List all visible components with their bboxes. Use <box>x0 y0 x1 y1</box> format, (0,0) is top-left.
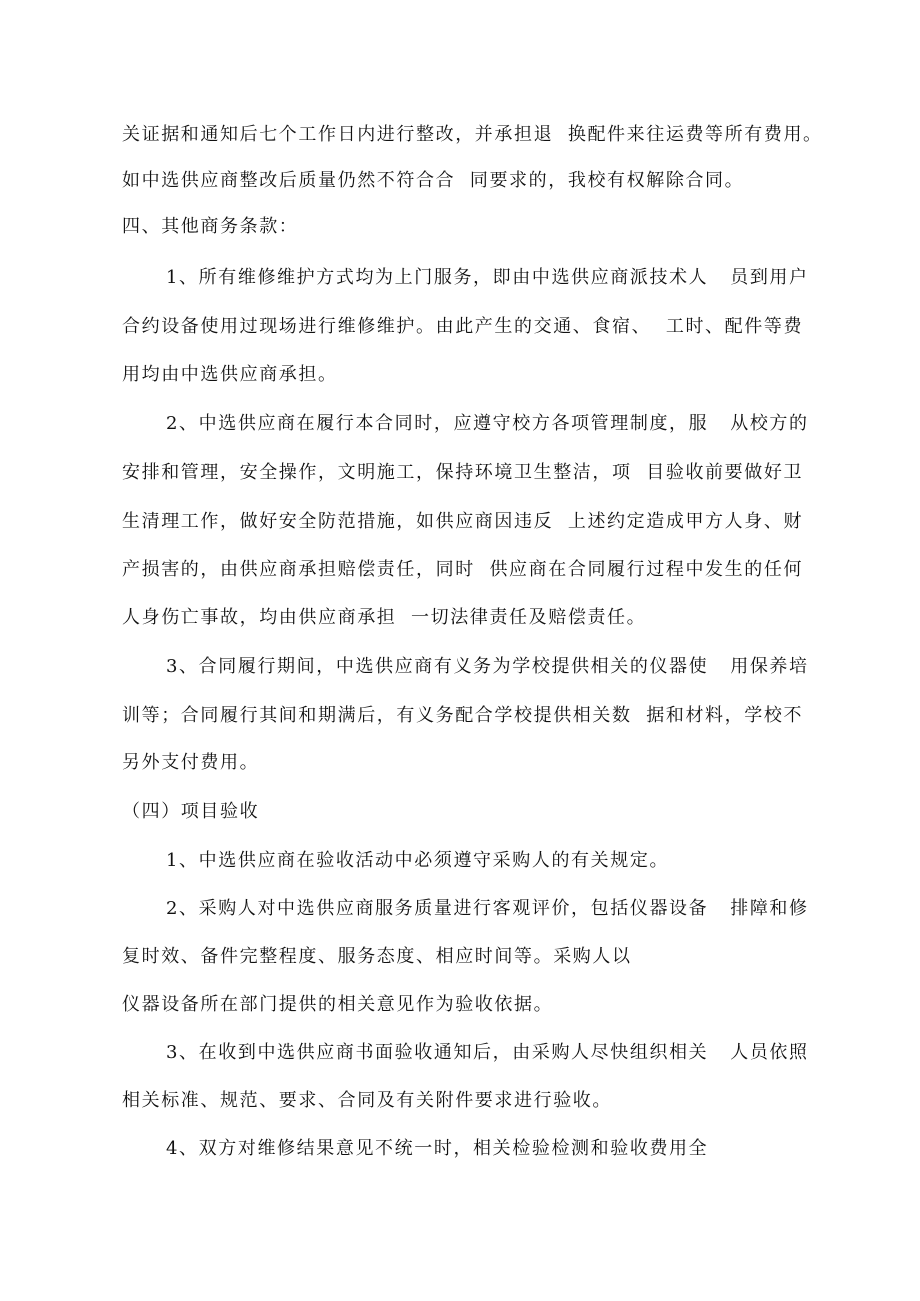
section-heading: 四、其他商务条款： <box>122 216 299 237</box>
text-line: 复时效、备件完整程度、服务态度、相应时间等。采购人以 <box>122 946 632 967</box>
text-line: 安排和管理，安全操作，文明施工，保持环境卫生整洁，项 目验收前要做好卫 <box>122 462 804 483</box>
text-line: 相关标准、规范、要求、合同及有关附件要求进行验收。 <box>122 1090 612 1111</box>
text-line: 关证据和通知后七个工作日内进行整改，并承担退 换配件来往运费等所有费用。 <box>122 124 823 145</box>
text-line: 人身伤亡事故，均由供应商承担 一切法律责任及赔偿责任。 <box>122 607 647 628</box>
text-line: 另外支付费用。 <box>122 752 260 773</box>
section-heading: （四）项目验收 <box>122 801 260 822</box>
text-line: 3、在收到中选供应商书面验收通知后，由采购人尽快组织相关 人员依照 <box>166 1042 809 1063</box>
text-line: 3、合同履行期间，中选供应商有义务为学校提供相关的仪器使 用保养培 <box>166 656 809 677</box>
text-line: 产损害的，由供应商承担赔偿责任，同时 供应商在合同履行过程中发生的任何 <box>122 559 804 580</box>
text-line: 训等；合同履行其间和期满后，有义务配合学校提供相关数 据和材料，学校不 <box>122 705 804 726</box>
text-line: 2、中选供应商在履行本合同时，应遵守校方各项管理制度，服 从校方的 <box>166 413 809 434</box>
text-line: 生清理工作，做好安全防范措施，如供应商因违反 上述约定造成甲方人身、财 <box>122 511 804 532</box>
text-line: 1、所有维修维护方式均为上门服务，即由中选供应商派技术人 员到用户 <box>166 267 809 288</box>
text-line: 合约设备使用过现场进行维修维护。由此产生的交通、食宿、 工时、配件等费 <box>122 316 804 337</box>
text-line: 如中选供应商整改后质量仍然不符合合 同要求的，我校有权解除合同。 <box>122 170 745 191</box>
text-line: 4、双方对维修结果意见不统一时，相关检验检测和验收费用全 <box>166 1138 709 1159</box>
text-line: 2、采购人对中选供应商服务质量进行客观评价，包括仪器设备 排障和修 <box>166 898 809 919</box>
text-line: 仪器设备所在部门提供的相关意见作为验收依据。 <box>122 994 554 1015</box>
text-line: 1、中选供应商在验收活动中必须遵守采购人的有关规定。 <box>166 850 670 871</box>
text-line: 用均由中选供应商承担。 <box>122 364 338 385</box>
